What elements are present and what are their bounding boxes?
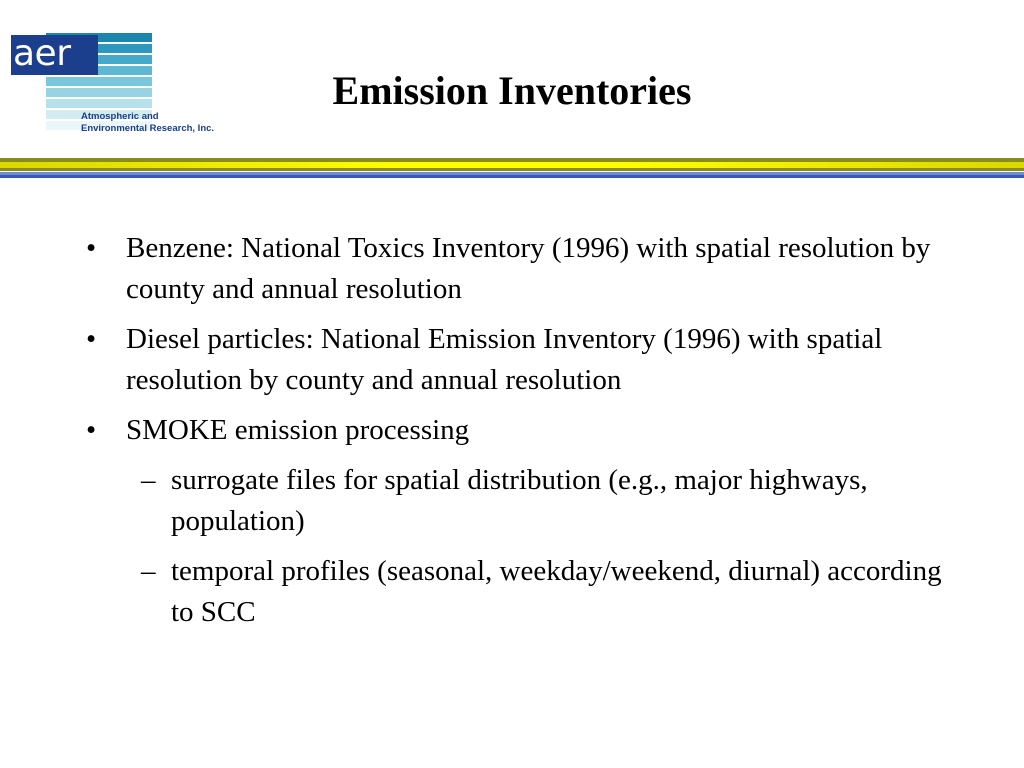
sub-bullet-marker: – bbox=[141, 555, 156, 587]
sub-bullet-marker: – bbox=[141, 464, 156, 496]
bullet-marker: • bbox=[86, 232, 97, 264]
bullet-marker: • bbox=[86, 323, 97, 355]
sub-bullet-text: temporal profiles (seasonal, weekday/weekend, diurnal) according to SCC bbox=[171, 555, 942, 628]
bullet-item bbox=[86, 410, 966, 451]
logo-company-line: Atmospheric and bbox=[81, 111, 159, 122]
header-divider bbox=[0, 168, 1024, 171]
logo-wordmark: aer bbox=[11, 35, 98, 75]
sub-bullet-text: surrogate files for spatial distribution (e.g., major highways, population) bbox=[171, 464, 868, 537]
bullet-item bbox=[86, 228, 966, 310]
sub-bullet-item bbox=[86, 460, 966, 542]
slide-title: Emission Inventories bbox=[332, 68, 692, 113]
bullet-text: SMOKE emission processing bbox=[126, 414, 470, 446]
bullet-marker: • bbox=[86, 414, 97, 446]
slide-body bbox=[86, 228, 966, 642]
bullet-text: Benzene: National Toxics Inventory (1996) with spatial resolution by county and annual resolution bbox=[126, 232, 931, 305]
bullet-text: Diesel particles: National Emission Inventory (1996) with spatial resolution by county and annual resolution bbox=[126, 323, 883, 396]
header-divider bbox=[0, 175, 1024, 178]
sub-bullet-item bbox=[86, 551, 966, 633]
bullet-item bbox=[86, 319, 966, 401]
logo-company-line: Environmental Research, Inc. bbox=[81, 123, 215, 134]
